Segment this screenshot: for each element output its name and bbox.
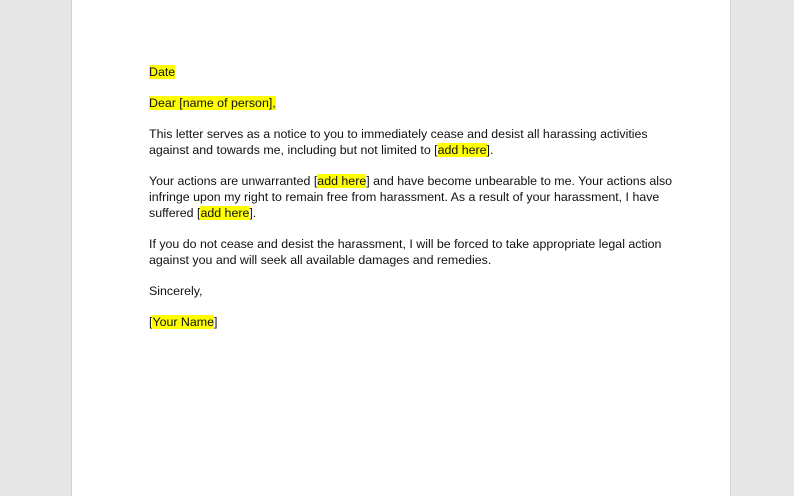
add-here-placeholder[interactable]: add here xyxy=(317,174,367,188)
signature-line xyxy=(149,314,669,330)
text-segment: ]. xyxy=(486,143,494,157)
closing-line: Sincerely, xyxy=(149,284,203,298)
add-here-placeholder[interactable]: add here xyxy=(437,143,487,157)
paragraph-notice xyxy=(149,126,669,158)
paragraph-actions-line-3 xyxy=(149,205,669,221)
paragraph-actions-line-1 xyxy=(149,173,673,189)
paragraph-legal-line-1: If you do not cease and desist the harassment, I will be forced to take appropriate legal action xyxy=(149,237,662,251)
date-placeholder[interactable]: Date xyxy=(149,65,176,79)
letter-body xyxy=(149,64,673,345)
paragraph-legal-action xyxy=(149,236,669,268)
paragraph-actions xyxy=(149,173,673,221)
text-segment: ]. xyxy=(249,206,257,220)
text-segment: against and towards me, including but not limited to [ xyxy=(149,143,438,157)
bracket-close: ] xyxy=(213,315,218,329)
salutation-placeholder[interactable]: Dear [name of person], xyxy=(149,96,276,110)
salutation-line xyxy=(149,95,669,111)
your-name-placeholder[interactable]: Your Name xyxy=(152,315,214,329)
paragraph-actions-line-2: infringe upon my right to remain free from harassment. As a result of your harassment, I have xyxy=(149,190,660,204)
paragraph-notice-line-1: This letter serves as a notice to you to immediately cease and desist all harassing activities xyxy=(149,127,648,141)
text-segment: ] and have become unbearable to me. Your actions also xyxy=(366,174,673,188)
paragraph-notice-line-2 xyxy=(149,142,669,158)
document-page xyxy=(71,0,731,496)
bracket-open: [ xyxy=(149,315,153,329)
paragraph-legal-line-2: against you and will seek all available damages and remedies. xyxy=(149,253,492,267)
text-segment: Your actions are unwarranted [ xyxy=(149,174,318,188)
date-line xyxy=(149,64,669,80)
add-here-placeholder[interactable]: add here xyxy=(200,206,250,220)
text-segment: suffered [ xyxy=(149,206,201,220)
